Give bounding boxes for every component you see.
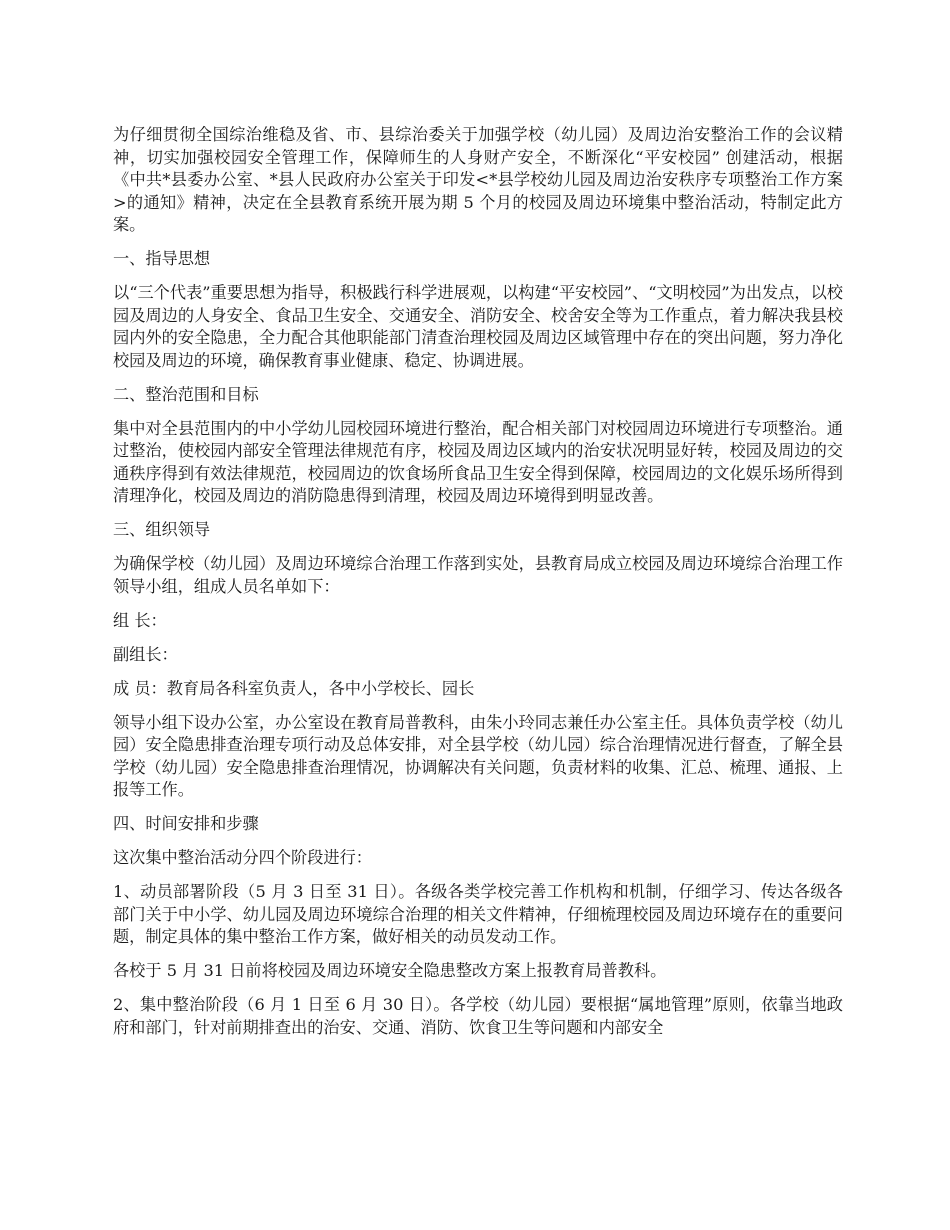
stage-1-note-paragraph: 各校于 5 月 31 日前将校园及周边环境安全隐患整改方案上报教育局普教科。 <box>113 961 667 980</box>
stage-1-paragraph: 1、动员部署阶段（5 月 3 日至 31 日）。各级各类学校完善工作机构和机制，仔细学习、传达各级各部门关于中小学、幼儿园及周边环境综合治理的相关文件精神，仔细梳理校园及周边环境存在的重要问题，制定具体的集中整治工作方案，做好相关的动员发动工作。 <box>113 882 843 946</box>
intro-paragraph: 为仔细贯彻全国综治维稳及省、市、县综治委关于加强学校（幼儿园）及周边治安整治工作的会议精神，切实加强校园安全管理工作，保障师生的人身财产安全，不断深化“平安校园” 创建活动，根据《中共*县委办公室、*县人民政府办公室关于印发<*县学校幼儿园及周边治安秩序专项整治工作方案>的通知》精神，决定在全县教育系统开展为期 5 个月的校园及周边环境集中整治活动，特制定此方案。 <box>113 125 843 234</box>
deputy-leader-line: 副组长： <box>113 644 178 664</box>
schedule-intro-paragraph: 这次集中整治活动分四个阶段进行： <box>113 848 372 867</box>
organization-paragraph: 为确保学校（幼儿园）及周边环境综合治理工作落到实处，县教育局成立校园及周边环境综合治理工作领导小组，组成人员名单如下： <box>113 554 843 596</box>
document-page <box>113 124 843 1051</box>
guiding-ideology-paragraph: 以“三个代表”重要思想为指导，积极践行科学进展观，以构建“平安校园”、“文明校园”为出发点，以校园及周边的人身安全、食品卫生安全、交通安全、消防安全、校舍安全等为工作重点，着力解决我县校园内外的安全隐患，全力配合其他职能部门清查治理校园及周边区域管理中存在的突出问题，努力净化校园及周边的环境，确保教育事业健康、稳定、协调进展。 <box>113 283 843 370</box>
members-line: 成 员：教育局各科室负责人，各中小学校长、园长 <box>113 678 475 698</box>
section-heading-schedule: 四、时间安排和步骤 <box>113 814 259 833</box>
scope-and-goals-paragraph: 集中对全县范围内的中小学幼儿园校园环境进行整治，配合相关部门对校园周边环境进行专项整治。通过整治，使校园内部安全管理法律规范有序，校园及周边区域内的治安状况明显好转，校园及周边的交通秩序得到有效法律规范，校园周边的饮食场所食品卫生安全得到保障，校园周边的文化娱乐场所得到清理净化，校园及周边的消防隐患得到清理，校园及周边环境得到明显改善。 <box>113 418 843 505</box>
section-heading-scope-and-goals: 二、整治范围和目标 <box>113 384 259 404</box>
leader-line: 组 长： <box>113 610 167 630</box>
office-paragraph: 领导小组下设办公室，办公室设在教育局普教科，由朱小玲同志兼任办公室主任。具体负责学校（幼儿园）安全隐患排查治理专项行动及总体安排，对全县学校（幼儿园）综合治理情况进行督查，了解全县学校（幼儿园）安全隐患排查治理情况，协调解决有关问题，负责材料的收集、汇总、梳理、通报、上报等工作。 <box>113 712 843 799</box>
section-heading-organization: 三、组织领导 <box>113 520 211 539</box>
stage-2-paragraph: 2、集中整治阶段（6 月 1 日至 6 月 30 日）。各学校（幼儿园）要根据“属地管理”原则，依靠当地政府和部门，针对前期排查出的治安、交通、消防、饮食卫生等问题和内部安全 <box>113 995 843 1037</box>
section-heading-guiding-ideology: 一、指导思想 <box>113 249 211 268</box>
